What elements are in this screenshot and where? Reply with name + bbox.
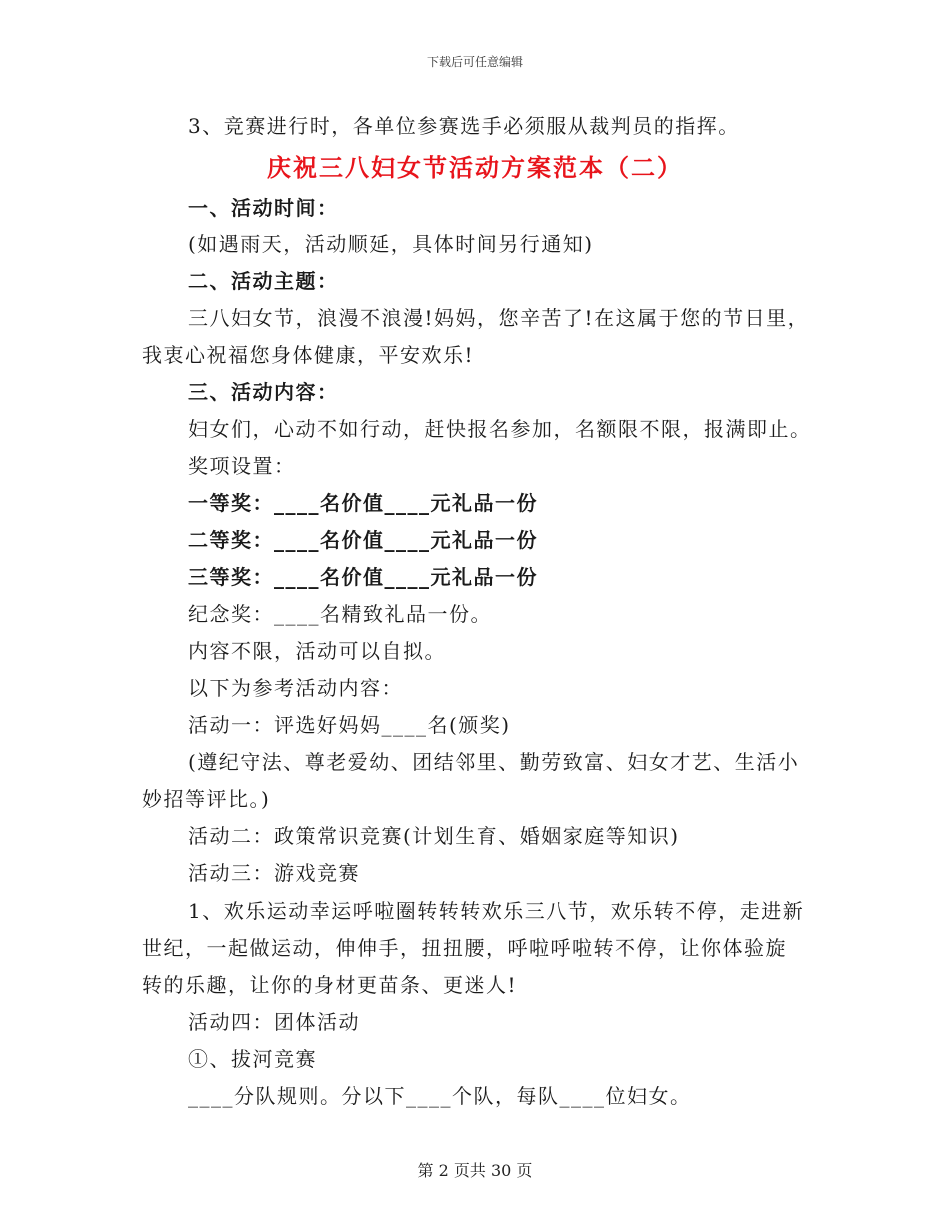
paragraph-line: 内容不限，活动可以自拟。: [188, 639, 446, 663]
paragraph-line: (如遇雨天，活动顺延，具体时间另行通知): [188, 232, 594, 256]
paragraph-line: 活动四：团体活动: [188, 1010, 360, 1034]
prize-line: 二等奖：____名价值____元礼品一份: [188, 528, 538, 552]
paragraph-line: 以下为参考活动内容：: [188, 676, 403, 700]
paragraph-line: 活动二：政策常识竞赛(计划生育、婚姻家庭等知识): [188, 824, 680, 848]
section-heading: 三、活动内容：: [188, 380, 339, 404]
page-header: 下载后可任意编辑: [426, 55, 523, 69]
paragraph-line: 三八妇女节，浪漫不浪漫!妈妈，您辛苦了!在这属于您的节日里，: [188, 306, 810, 330]
paragraph-line: 1、欢乐运动幸运呼啦圈转转转欢乐三八节，欢乐转不停，走进新: [188, 899, 805, 923]
paragraph-line: 我衷心祝福您身体健康，平安欢乐!: [142, 343, 475, 367]
paragraph-line: 3、竞赛进行时，各单位参赛选手必须服从裁判员的指挥。: [188, 114, 740, 138]
prize-line: 一等奖：____名价值____元礼品一份: [188, 491, 538, 515]
paragraph-line: ____分队规则。分以下____个队，每队____位妇女。: [188, 1084, 692, 1108]
section-heading: 一、活动时间：: [188, 196, 339, 220]
paragraph-line: 活动一：评选好妈妈____名(颁奖): [188, 713, 511, 737]
paragraph-line: (遵纪守法、尊老爱幼、团结邻里、勤劳致富、妇女才艺、生活小: [188, 750, 800, 774]
paragraph-line: 活动三：游戏竞赛: [188, 861, 360, 885]
paragraph-line: 妙招等评比。): [142, 787, 271, 811]
section-heading: 二、活动主题：: [188, 269, 339, 293]
paragraph-line: 转的乐趣，让你的身材更苗条、更迷人!: [142, 973, 518, 997]
paragraph-line: ①、拔河竞赛: [188, 1047, 317, 1071]
paragraph-line: 妇女们，心动不如行动，赶快报名参加，名额限不限，报满即止。: [188, 417, 812, 441]
paragraph-line: 纪念奖：____名精致礼品一份。: [188, 602, 492, 626]
paragraph-line: 奖项设置：: [188, 454, 296, 478]
page-footer: 第 2 页共 30 页: [417, 1161, 533, 1180]
document-title: 庆祝三八妇女节活动方案范本（二）: [267, 153, 683, 182]
paragraph-line: 世纪，一起做运动，伸伸手，扭扭腰，呼啦呼啦转不停，让你体验旋: [142, 936, 787, 960]
prize-line: 三等奖：____名价值____元礼品一份: [188, 565, 538, 589]
